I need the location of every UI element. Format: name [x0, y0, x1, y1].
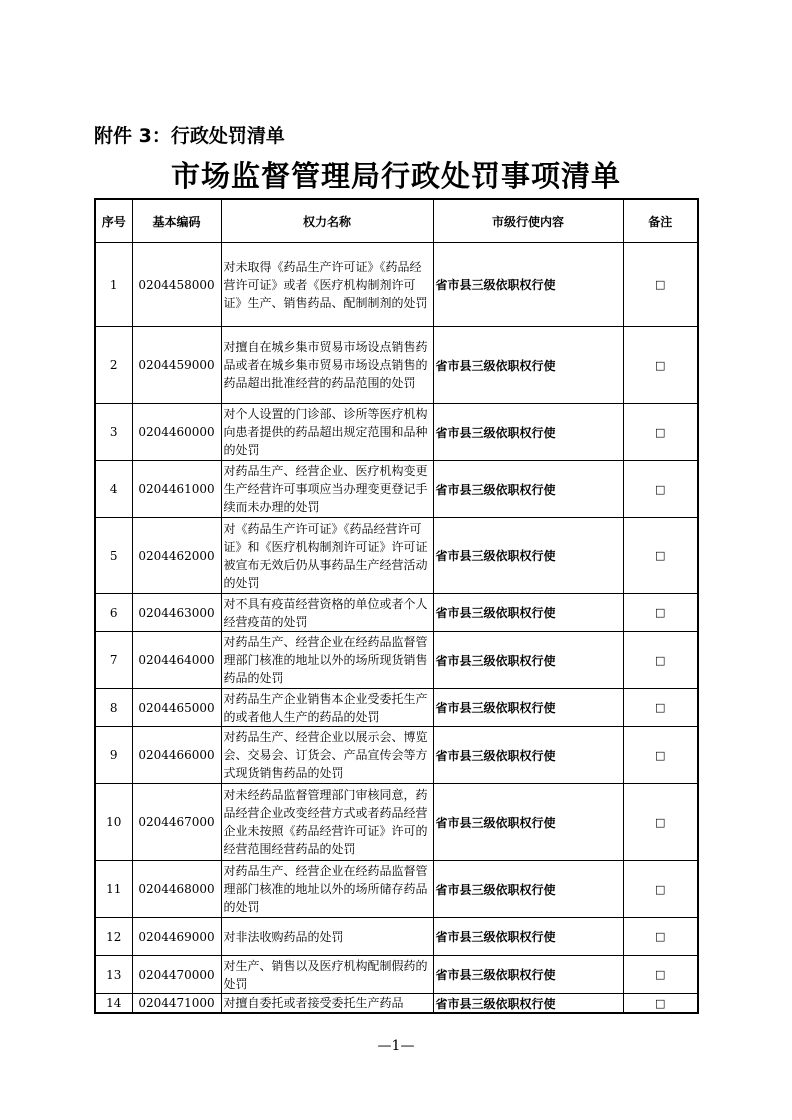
- cell-note-checkbox: □: [623, 518, 698, 594]
- table-row: [95, 518, 698, 594]
- cell-level: 省市县三级依职权行使: [433, 243, 623, 327]
- cell-seq: 4: [95, 461, 132, 518]
- cell-name: 对未经药品监督管理部门审核同意，药品经营企业改变经营方式或者药品经营企业未按照《药品经营许可证》许可的经营范围经营药品的处罚: [221, 784, 433, 861]
- cell-seq: 3: [95, 404, 132, 461]
- table-row: [95, 727, 698, 784]
- cell-code: 0204458000: [132, 243, 221, 327]
- cell-seq: 5: [95, 518, 132, 594]
- cell-code: 0204466000: [132, 727, 221, 784]
- cell-name: 对个人设置的门诊部、诊所等医疗机构向患者提供的药品超出规定范围和品种的处罚: [221, 404, 433, 461]
- cell-name: 对擅自委托或者接受委托生产药品: [221, 994, 433, 1014]
- cell-code: 0204459000: [132, 327, 221, 404]
- cell-level: 省市县三级依职权行使: [433, 994, 623, 1014]
- cell-note-checkbox: □: [623, 594, 698, 632]
- cell-level: 省市县三级依职权行使: [433, 518, 623, 594]
- cell-seq: 14: [95, 994, 132, 1014]
- cell-seq: 6: [95, 594, 132, 632]
- cell-seq: 11: [95, 861, 132, 918]
- cell-code: 0204469000: [132, 918, 221, 956]
- cell-name: 对生产、销售以及医疗机构配制假药的处罚: [221, 956, 433, 994]
- header-level: 市级行使内容: [433, 199, 623, 243]
- cell-level: 省市县三级依职权行使: [433, 861, 623, 918]
- table-row: [95, 784, 698, 861]
- cell-note-checkbox: □: [623, 243, 698, 327]
- cell-note-checkbox: □: [623, 861, 698, 918]
- cell-level: 省市县三级依职权行使: [433, 327, 623, 404]
- header-code: 基本编码: [132, 199, 221, 243]
- table-row: [95, 632, 698, 689]
- table-row: [95, 994, 698, 1014]
- cell-code: 0204461000: [132, 461, 221, 518]
- cell-name: 对非法收购药品的处罚: [221, 918, 433, 956]
- cell-level: 省市县三级依职权行使: [433, 689, 623, 727]
- cell-level: 省市县三级依职权行使: [433, 594, 623, 632]
- cell-seq: 7: [95, 632, 132, 689]
- cell-name: 对药品生产、经营企业在经药品监督管理部门核准的地址以外的场所现货销售药品的处罚: [221, 632, 433, 689]
- table-row: [95, 243, 698, 327]
- cell-code: 0204463000: [132, 594, 221, 632]
- cell-note-checkbox: □: [623, 404, 698, 461]
- cell-level: 省市县三级依职权行使: [433, 784, 623, 861]
- cell-note-checkbox: □: [623, 461, 698, 518]
- cell-note-checkbox: □: [623, 994, 698, 1014]
- cell-code: 0204471000: [132, 994, 221, 1014]
- cell-name: 对药品生产、经营企业、医疗机构变更生产经营许可事项应当办理变更登记手续而未办理的处罚: [221, 461, 433, 518]
- cell-seq: 8: [95, 689, 132, 727]
- page-title: 市场监督管理局行政处罚事项清单: [170, 159, 621, 193]
- cell-name: 对《药品生产许可证》《药品经营许可证》和《医疗机构制剂许可证》许可证被宣布无效后仍从事药品生产经营活动的处罚: [221, 518, 433, 594]
- cell-name: 对擅自在城乡集市贸易市场设点销售药品或者在城乡集市贸易市场设点销售的药品超出批准经营的药品范围的处罚: [221, 327, 433, 404]
- cell-name: 对药品生产、经营企业在经药品监督管理部门核准的地址以外的场所储存药品的处罚: [221, 861, 433, 918]
- cell-code: 0204467000: [132, 784, 221, 861]
- cell-note-checkbox: □: [623, 689, 698, 727]
- cell-note-checkbox: □: [623, 727, 698, 784]
- cell-note-checkbox: □: [623, 784, 698, 861]
- cell-name: 对不具有疫苗经营资格的单位或者个人经营疫苗的处罚: [221, 594, 433, 632]
- table-row: [95, 327, 698, 404]
- cell-level: 省市县三级依职权行使: [433, 956, 623, 994]
- penalty-table: [94, 198, 699, 1014]
- cell-code: 0204470000: [132, 956, 221, 994]
- cell-note-checkbox: □: [623, 918, 698, 956]
- table-row: [95, 461, 698, 518]
- table-row: [95, 861, 698, 918]
- cell-seq: 2: [95, 327, 132, 404]
- cell-code: 0204460000: [132, 404, 221, 461]
- cell-note-checkbox: □: [623, 632, 698, 689]
- header-note: 备注: [623, 199, 698, 243]
- cell-seq: 12: [95, 918, 132, 956]
- attachment-label: 附件 3：行政处罚清单: [94, 125, 285, 147]
- table-row: [95, 918, 698, 956]
- cell-name: 对药品生产、经营企业以展示会、博览会、交易会、订货会、产品宣传会等方式现货销售药品的处罚: [221, 727, 433, 784]
- table-row: [95, 956, 698, 994]
- cell-level: 省市县三级依职权行使: [433, 404, 623, 461]
- page-number: —1—: [377, 1038, 415, 1054]
- cell-level: 省市县三级依职权行使: [433, 632, 623, 689]
- cell-level: 省市县三级依职权行使: [433, 461, 623, 518]
- cell-seq: 13: [95, 956, 132, 994]
- cell-code: 0204464000: [132, 632, 221, 689]
- header-seq: 序号: [95, 199, 132, 243]
- cell-code: 0204462000: [132, 518, 221, 594]
- table-row: [95, 404, 698, 461]
- cell-seq: 9: [95, 727, 132, 784]
- cell-level: 省市县三级依职权行使: [433, 727, 623, 784]
- table-row: [95, 594, 698, 632]
- cell-name: 对药品生产企业销售本企业受委托生产的或者他人生产的药品的处罚: [221, 689, 433, 727]
- cell-code: 0204465000: [132, 689, 221, 727]
- table-row: [95, 689, 698, 727]
- cell-seq: 10: [95, 784, 132, 861]
- cell-name: 对未取得《药品生产许可证》《药品经营许可证》或者《医疗机构制剂许可证》生产、销售药品、配制制剂的处罚: [221, 243, 433, 327]
- table-header-row: [95, 199, 698, 243]
- header-name: 权力名称: [221, 199, 433, 243]
- cell-level: 省市县三级依职权行使: [433, 918, 623, 956]
- cell-code: 0204468000: [132, 861, 221, 918]
- cell-note-checkbox: □: [623, 956, 698, 994]
- cell-seq: 1: [95, 243, 132, 327]
- cell-note-checkbox: □: [623, 327, 698, 404]
